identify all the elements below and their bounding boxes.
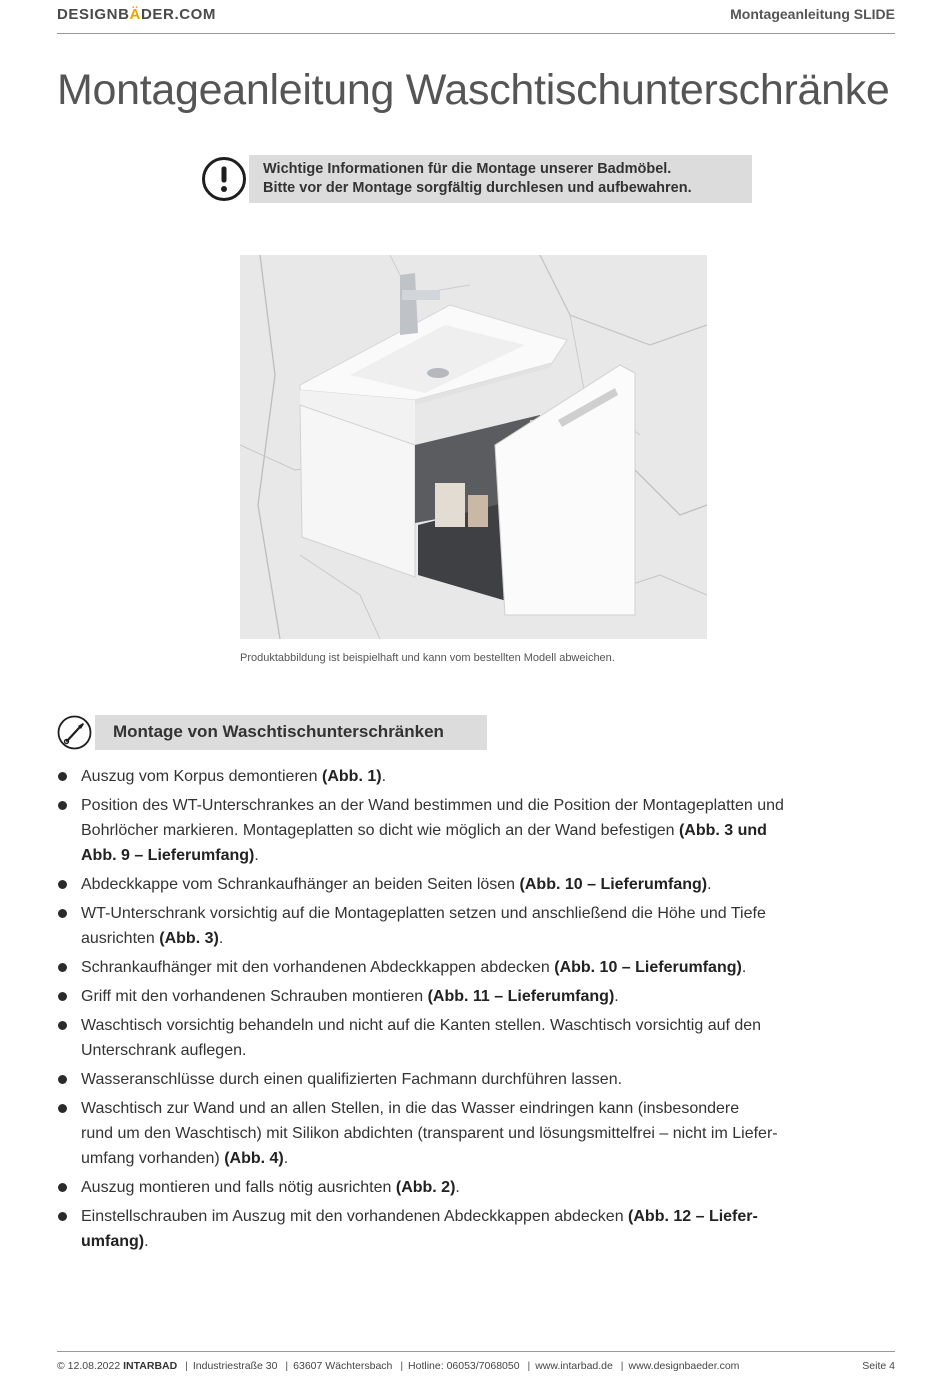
bullet-icon <box>58 880 67 889</box>
bullet-icon <box>58 963 67 972</box>
list-item: Waschtisch zur Wand und an allen Stellen, in die das Wasser eindringen kann (insbesondere rund um den Waschtisch) mit Silikon abdichten (transparent und lösungsmittelfrei – nicht im Liefer- umfang vorhanden) (Abb. 4). <box>57 1096 857 1171</box>
list-item: Schrankaufhänger mit den vorhandenen Abdeckkappen abdecken (Abb. 10 – Lieferumfang). <box>57 955 857 980</box>
bullet-icon <box>58 1183 67 1192</box>
important-notice <box>201 155 752 203</box>
list-item: Position des WT-Unterschrankes an der Wand bestimmen und die Position der Montageplatten und Bohrlöcher markieren. Montageplatten so dicht wie möglich an der Wand befestigen (Abb. 3 und Abb. 9 – Lieferumfang). <box>57 793 857 868</box>
section-header <box>57 715 487 750</box>
footer-link-designbaeder[interactable]: www.designbaeder.com <box>628 1360 740 1372</box>
notice-text-box <box>249 155 752 203</box>
product-image <box>240 255 707 639</box>
footer-address: Industriestraße 30 <box>192 1360 278 1372</box>
list-item: Wasseranschlüsse durch einen qualifizierten Fachmann durchführen lassen. <box>57 1067 857 1092</box>
installation-steps <box>57 764 857 1258</box>
exclamation-circle-icon <box>201 156 247 202</box>
page-header <box>57 0 895 34</box>
footer-hotline: Hotline: 06053/7068050 <box>408 1360 520 1372</box>
page-footer: © 12.08.2022 INTARBAD | Industriestraße 30 | 63607 Wächtersbach | Hotline: 06053/7068050 | www.intarbad.de | www.designbaeder.com Seite 4 <box>57 1351 895 1372</box>
section-title: Montage von Waschtischunterschränken <box>113 722 444 741</box>
bullet-icon <box>58 909 67 918</box>
footer-date: © 12.08.2022 <box>57 1360 121 1372</box>
page-title: Montageanleitung Waschtischunterschränke <box>57 66 890 114</box>
notice-line-2: Bitte vor der Montage sorgfältig durchlesen und aufbewahren. <box>263 180 692 196</box>
list-item: Auszug montieren und falls nötig ausrichten (Abb. 2). <box>57 1175 857 1200</box>
page-number: Seite 4 <box>862 1360 895 1372</box>
bullet-icon <box>58 992 67 1001</box>
screwdriver-icon <box>57 715 92 750</box>
list-item: Einstellschrauben im Auszug mit den vorhandenen Abdeckkappen abdecken (Abb. 12 – Liefer- umfang). <box>57 1204 857 1254</box>
list-item: Griff mit den vorhandenen Schrauben montieren (Abb. 11 – Lieferumfang). <box>57 984 857 1009</box>
bullet-icon <box>58 801 67 810</box>
bullet-icon <box>58 1075 67 1084</box>
footer-company: INTARBAD <box>123 1360 178 1372</box>
list-item: Auszug vom Korpus demontieren (Abb. 1). <box>57 764 857 789</box>
brand-logo: DESIGNBÄDER.COM <box>57 6 217 23</box>
footer-city: 63607 Wächtersbach <box>293 1360 393 1372</box>
bullet-icon <box>58 1212 67 1221</box>
document-title: Montageanleitung SLIDE <box>730 6 895 22</box>
bullet-icon <box>58 772 67 781</box>
list-item: Abdeckkappe vom Schrankaufhänger an beiden Seiten lösen (Abb. 10 – Lieferumfang). <box>57 872 857 897</box>
notice-line-1: Wichtige Informationen für die Montage unserer Badmöbel. <box>263 161 672 177</box>
vanity-cabinet-illustration <box>240 255 707 639</box>
list-item: Waschtisch vorsichtig behandeln und nicht auf die Kanten stellen. Waschtisch vorsichtig auf den Unterschrank auflegen. <box>57 1013 857 1063</box>
bullet-icon <box>58 1104 67 1113</box>
bullet-icon <box>58 1021 67 1030</box>
list-item: WT-Unterschrank vorsichtig auf die Montageplatten setzen und anschließend die Höhe und Tiefe ausrichten (Abb. 3). <box>57 901 857 951</box>
image-caption: Produktabbildung ist beispielhaft und kann vom bestellten Modell abweichen. <box>240 652 615 664</box>
footer-link-intarbad[interactable]: www.intarbad.de <box>535 1360 613 1372</box>
section-title-box <box>95 715 487 750</box>
